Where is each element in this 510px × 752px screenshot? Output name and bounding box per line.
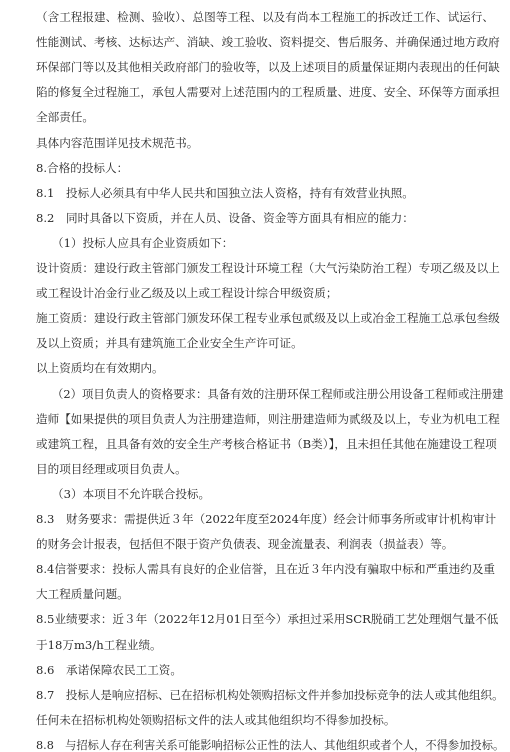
text-line: （1）投标人应具有企业资质如下： <box>52 236 234 250</box>
text-line: 以上资质均在有效期内。 <box>36 361 164 375</box>
text-line: 8.8 与招标人存在利害关系可能影响招标公正性的法人、其他组织或者个人，不得参加投标。 <box>36 738 505 752</box>
text-line: 具体内容范围详见技术规范书。 <box>36 136 199 150</box>
text-line: （2）项目负责人的资格要求：具备有效的注册环保工程师或注册公用设备工程师或注册建 <box>52 387 504 401</box>
text-line: 8.7 投标人是响应招标、已在招标机构处领购招标文件并参加投标竞争的法人或其他组织。 <box>36 688 504 702</box>
text-line: 目的项目经理或项目负责人。 <box>36 462 187 476</box>
text-line: 8.6 承诺保障农民工工资。 <box>36 663 182 677</box>
text-line: 8.4信誉要求：投标人需具有良好的企业信誉，且在近３年内没有骗取中标和严重违约及重 <box>36 562 496 576</box>
text-line: 8.1 投标人必须具有中华人民共和国独立法人资格，持有有效营业执照。 <box>36 186 414 200</box>
text-line: 设计资质：建设行政主管部门颁发工程设计环境工程（大气污染防治工程）专项乙级及以上 <box>36 261 500 275</box>
text-line: 陷的修复全过程施工，承包人需要对上述范围内的工程质量、进度、安全、环保等方面承担 <box>36 85 500 99</box>
text-line: 或建筑工程，且具备有效的安全生产考核合格证书（B类）】，且未担任其他在施建设工程项 <box>36 437 497 451</box>
text-line: 8.合格的投标人： <box>36 161 129 175</box>
text-line: 造师【如果提供的项目负责人为注册建造师，则注册建造师为贰级及以上，专业为机电工程 <box>36 412 500 426</box>
text-line: 或工程设计冶金行业乙级及以上或工程设计综合甲级资质； <box>36 286 338 300</box>
text-line: 8.3 财务要求：需提供近３年（2022年度至2024年度）经会计师事务所或审计机构审计 <box>36 512 497 526</box>
text-line: 任何未在招标机构处领购招标文件的法人或其他组织均不得参加投标。 <box>36 713 396 727</box>
text-line: 大工程质量问题。 <box>36 587 129 601</box>
text-line: （含工程报建、检测、验收）、总图等工程、以及有尚本工程施工的拆改迁工作、试运行、 <box>36 10 494 24</box>
text-line: 8.2 同时具备以下资质，并在人员、设备、资金等方面具有相应的能力： <box>36 211 414 225</box>
text-line: 性能测试、考核、达标达产、消缺、竣工验收、资料提交、售后服务、并确保通过地方政府 <box>36 35 500 49</box>
text-line: （3）本项目不允许联合投标。 <box>52 487 211 501</box>
text-line: 及以上资质；并具有建筑施工企业安全生产许可证。 <box>36 336 303 350</box>
text-line: 施工资质：建设行政主管部门颁发环保工程专业承包贰级及以上或冶金工程施工总承包叁级 <box>36 311 500 325</box>
text-line: 于18万m3/h工程业绩。 <box>36 638 162 652</box>
text-line: 环保部门等以及其他相关政府部门的验收等，以及上述项目的质量保证期内表现出的任何缺 <box>36 60 500 74</box>
text-line: 8.5业绩要求：近３年（2022年12月01日至今）承担过采用SCR脱硝工艺处理烟气量不低 <box>36 612 499 626</box>
text-line: 的财务会计报表，包括但不限于资产负债表、现金流量表、利润表（损益表）等。 <box>36 537 454 551</box>
text-line: 全部责任。 <box>36 110 94 124</box>
